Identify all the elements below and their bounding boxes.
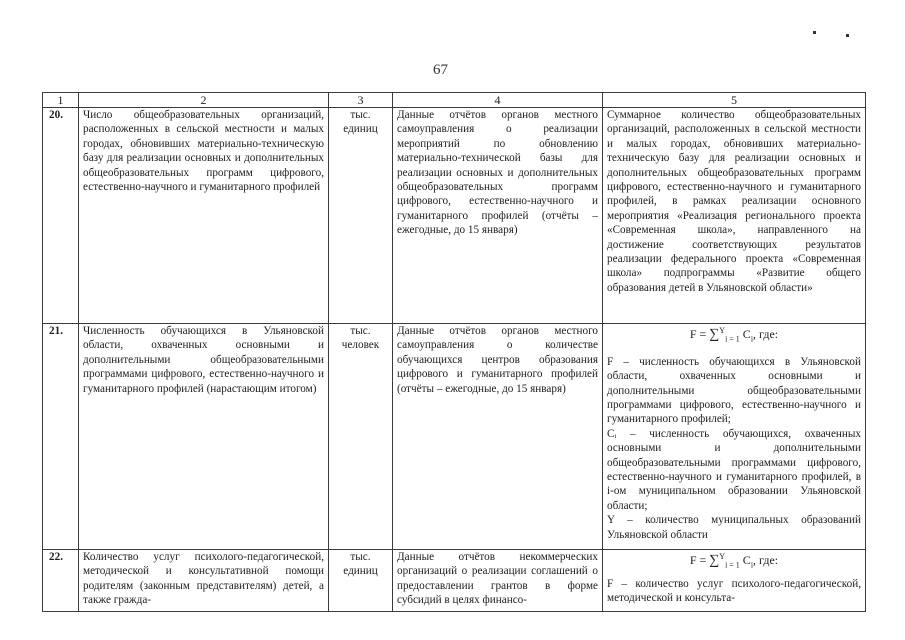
scan-speck (813, 31, 816, 34)
unit-of-measure: тыс. единиц (329, 550, 393, 612)
table-row (43, 108, 866, 324)
unit-of-measure: тыс. человек (329, 324, 393, 550)
row-number: 22. (43, 550, 79, 612)
formula-definition: F – численность обучающихся в Ульяновской области, охваченных основными и дополнительными общеобразовательными программами цифрового, естественно-научного и гуманитарного профилей; (607, 355, 861, 426)
header-cell: 4 (393, 93, 603, 108)
indicator-name: Число общеобразовательных организаций, расположенных в сельской местности и малых городах, обновивших материально-техническую базу для реализации основных и дополнительных общеобразовательных программ цифрового, естественно-научного и гуманитарного профилей (79, 108, 329, 324)
data-source: Данные отчётов органов местного самоуправления о реализации мероприятий по обновлению материально-технической базы для реализации основных и дополнительных общеобразовательных программ цифрового, естественно-научного и гуманитарного профилей (отчёты – ежегодные, до 15 января) (393, 108, 603, 324)
row-number: 20. (43, 108, 79, 324)
sum-formula: F = ∑$^Y_{i = 1}$ $C_i$, где: (689, 326, 779, 344)
header-cell: 2 (79, 93, 329, 108)
data-source: Данные отчётов органов местного самоуправления о количестве обучающихся центров образования цифрового и гуманитарного профилей (отчёты – ежегодные, до 15 января) (393, 324, 603, 550)
header-cell: 1 (43, 93, 79, 108)
calculation-method (603, 324, 866, 550)
indicator-table (42, 92, 866, 612)
indicator-name: Численность обучающихся в Ульяновской области, охваченных основными и дополнительными общеобразовательными программами цифрового, естественно-научного и гуманитарного профилей (нарастающим итогом) (79, 324, 329, 550)
page-number: 67 (433, 62, 448, 78)
calculation-method: Суммарное количество общеобразовательных организаций, расположенных в сельской местности и малых городах, обновивших материально-техническую базу для реализации основных и дополнительных общеобразовательных программ цифрового, естественно-научного и гуманитарного профилей, в рамках реализации основного мероприятия «Реализация регионального проекта «Современная школа», направленного на достижение соответствующих результатов реализации федерального проекта «Современная школа» подпрограммы «Развитие общего образования детей в Ульяновской области» (603, 108, 866, 324)
table-row (43, 324, 866, 550)
unit-of-measure: тыс. единиц (329, 108, 393, 324)
formula-definition: Y – количество муниципальных образований Ульяновской области (607, 514, 861, 541)
formula-definition: F – количество услуг психолого-педагогической, методической и консульта- (607, 577, 861, 605)
sum-formula: F = ∑$^Y_{i = 1}$ $C_i$, где: (689, 552, 779, 570)
scan-speck (846, 34, 849, 37)
indicator-name: Количество услуг психолого-педагогической, методической и консультативной помощи родителям (законным представителям) детей, а также гражда- (79, 550, 329, 612)
calculation-method (603, 550, 866, 612)
data-source: Данные отчётов некоммерческих организаций о реализации соглашений о предоставлении грантов в форме субсидий в целях финансо- (393, 550, 603, 612)
header-cell: 3 (329, 93, 393, 108)
header-cell: 5 (603, 93, 866, 108)
table-row (43, 550, 866, 612)
table-header-row (43, 93, 866, 108)
formula-definition: Cᵢ – численность обучающихся, охваченных основными и дополнительными общеобразовательными программами цифрового, естественно-научного и гуманитарного профилей, в i-ом муниципальном образовании Ульяновской области; (607, 427, 861, 512)
row-number: 21. (43, 324, 79, 550)
